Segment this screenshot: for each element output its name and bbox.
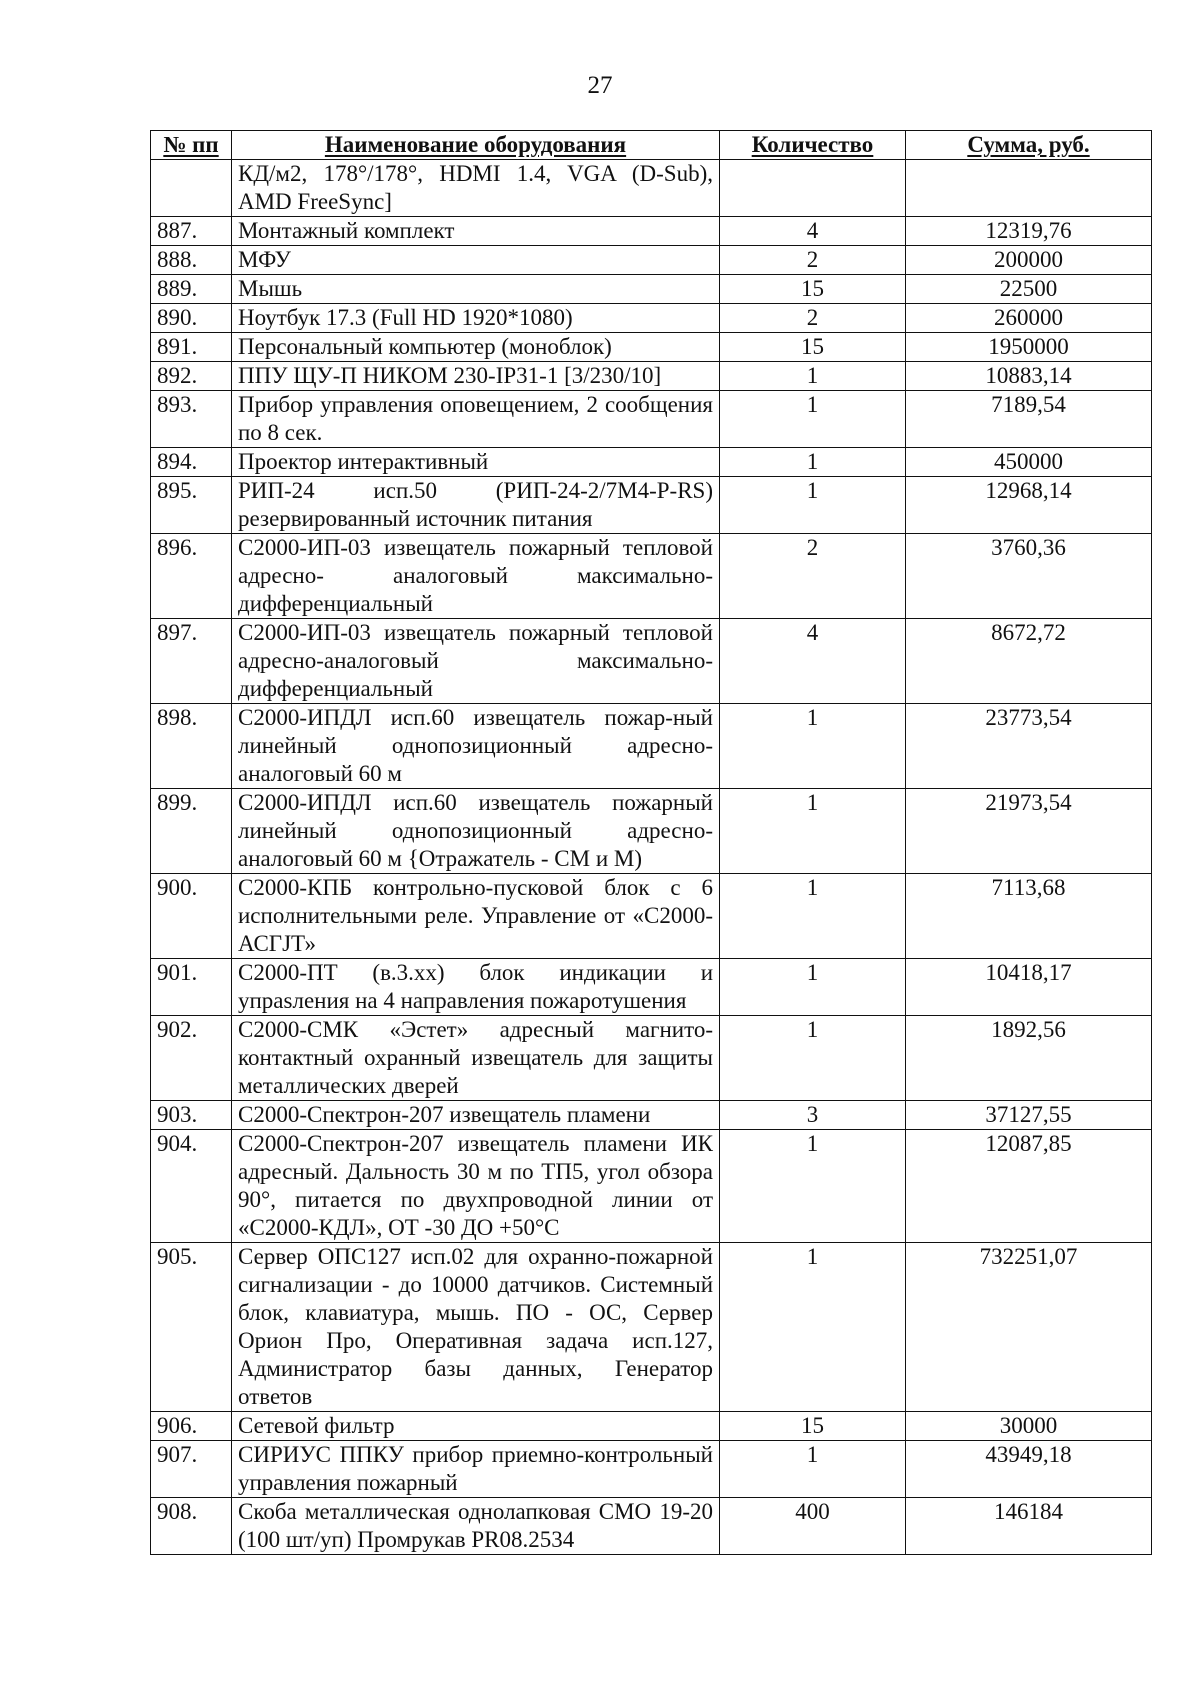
quantity-cell: 1	[720, 1016, 906, 1101]
sum-cell: 7113,68	[906, 874, 1152, 959]
quantity-cell: 1	[720, 789, 906, 874]
equipment-name-cell: С2000-КПБ контрольно-пусковой блок с 6 исполнительными реле. Управление от «С2000-АСГЈТ»	[232, 874, 720, 959]
quantity-cell: 4	[720, 217, 906, 246]
table-row	[151, 1412, 1152, 1441]
sum-cell: 10418,17	[906, 959, 1152, 1016]
equipment-name-cell: ППУ ЩУ-П НИКОМ 230-IP31-1 [3/230/10]	[232, 362, 720, 391]
table-row	[151, 477, 1152, 534]
header-name: Наименование оборудования	[232, 131, 720, 160]
row-number-cell: 896.	[151, 534, 232, 619]
quantity-cell: 1	[720, 874, 906, 959]
row-number-cell: 898.	[151, 704, 232, 789]
row-number-cell: 889.	[151, 275, 232, 304]
table-row	[151, 789, 1152, 874]
row-number-cell: 899.	[151, 789, 232, 874]
sum-cell: 7189,54	[906, 391, 1152, 448]
equipment-name-cell: С2000-СМК «Эстет» адресный магнито-контактный охранный извещатель для защиты металлических дверей	[232, 1016, 720, 1101]
table-row	[151, 391, 1152, 448]
table-row	[151, 1130, 1152, 1243]
equipment-name-cell: СИРИУС ППКУ прибор приемно-контрольный управления пожарный	[232, 1441, 720, 1498]
row-number-cell: 907.	[151, 1441, 232, 1498]
table-row	[151, 246, 1152, 275]
row-number-cell: 895.	[151, 477, 232, 534]
equipment-table	[150, 130, 1152, 1555]
table-row	[151, 333, 1152, 362]
quantity-cell: 3	[720, 1101, 906, 1130]
sum-cell: 21973,54	[906, 789, 1152, 874]
row-number-cell: 905.	[151, 1243, 232, 1412]
equipment-name-cell: Ноутбук 17.3 (Full HD 1920*1080)	[232, 304, 720, 333]
table-row	[151, 874, 1152, 959]
equipment-name-cell: С2000-ИП-03 извещатель пожарный тепловой адресно-аналоговый максимально-дифференциальный	[232, 619, 720, 704]
row-number-cell: 890.	[151, 304, 232, 333]
equipment-name-cell: Сетевой фильтр	[232, 1412, 720, 1441]
table-row	[151, 362, 1152, 391]
row-number-cell: 888.	[151, 246, 232, 275]
sum-cell: 732251,07	[906, 1243, 1152, 1412]
quantity-cell: 2	[720, 534, 906, 619]
header-num: № пп	[151, 131, 232, 160]
quantity-cell: 1	[720, 704, 906, 789]
row-number-cell: 900.	[151, 874, 232, 959]
quantity-cell	[720, 160, 906, 217]
sum-cell: 37127,55	[906, 1101, 1152, 1130]
table-row	[151, 1498, 1152, 1555]
sum-cell: 10883,14	[906, 362, 1152, 391]
sum-cell: 12968,14	[906, 477, 1152, 534]
sum-cell: 146184	[906, 1498, 1152, 1555]
quantity-cell: 1	[720, 1243, 906, 1412]
sum-cell: 23773,54	[906, 704, 1152, 789]
quantity-cell: 1	[720, 448, 906, 477]
row-number-cell: 902.	[151, 1016, 232, 1101]
sum-cell: 43949,18	[906, 1441, 1152, 1498]
equipment-name-cell: РИП-24 исп.50 (РИП-24-2/7М4-Р-RS) резервированный источник питания	[232, 477, 720, 534]
table-row	[151, 959, 1152, 1016]
sum-cell: 450000	[906, 448, 1152, 477]
equipment-name-cell: Персональный компьютер (моноблок)	[232, 333, 720, 362]
quantity-cell: 1	[720, 959, 906, 1016]
sum-cell: 3760,36	[906, 534, 1152, 619]
quantity-cell: 15	[720, 1412, 906, 1441]
row-number-cell: 903.	[151, 1101, 232, 1130]
quantity-cell: 400	[720, 1498, 906, 1555]
quantity-cell: 4	[720, 619, 906, 704]
row-number-cell: 887.	[151, 217, 232, 246]
equipment-name-cell: Прибор управления оповещением, 2 сообщения по 8 сек.	[232, 391, 720, 448]
equipment-name-cell: Скоба металлическая однолапковая СМО 19-20 (100 шт/уп) Промрукав PR08.2534	[232, 1498, 720, 1555]
sum-cell: 200000	[906, 246, 1152, 275]
quantity-cell: 1	[720, 1130, 906, 1243]
table-row	[151, 704, 1152, 789]
row-number-cell: 893.	[151, 391, 232, 448]
table-row	[151, 1101, 1152, 1130]
quantity-cell: 1	[720, 477, 906, 534]
header-sum: Сумма, руб.	[906, 131, 1152, 160]
row-number-cell: 894.	[151, 448, 232, 477]
row-number-cell: 904.	[151, 1130, 232, 1243]
equipment-name-cell: С2000-Спектрон-207 извещатель пламени ИК адресный. Дальность 30 м по ТП5, угол обзора 90°, питается по двухпроводной линии от «С2000-КДЛ», ОТ -30 ДО +50°С	[232, 1130, 720, 1243]
equipment-name-cell: С2000-ИПДЛ исп.60 извещатель пожар-ный линейный однопозиционный адресно-аналоговый 60 м	[232, 704, 720, 789]
table-row	[151, 217, 1152, 246]
equipment-name-cell: Сервер ОПС127 исп.02 для охранно-пожарной сигнализации - до 10000 датчиков. Системный блок, клавиатура, мышь. ПО - ОС, Сервер Орион Про, Оперативная задача исп.127, Администратор базы данных, Генератор ответов	[232, 1243, 720, 1412]
row-number-cell: 906.	[151, 1412, 232, 1441]
quantity-cell: 2	[720, 246, 906, 275]
table-row	[151, 304, 1152, 333]
header-row	[151, 131, 1152, 160]
sum-cell: 260000	[906, 304, 1152, 333]
table-header	[151, 131, 1152, 160]
equipment-name-cell: С2000-ИП-03 извещатель пожарный тепловой адресно- аналоговый максимально-дифференциальный	[232, 534, 720, 619]
sum-cell: 22500	[906, 275, 1152, 304]
equipment-name-cell: КД/м2, 178°/178°, HDMI 1.4, VGA (D-Sub), AMD FreeSync]	[232, 160, 720, 217]
header-qty: Количество	[720, 131, 906, 160]
sum-cell: 8672,72	[906, 619, 1152, 704]
quantity-cell: 1	[720, 362, 906, 391]
equipment-name-cell: Мышь	[232, 275, 720, 304]
quantity-cell: 2	[720, 304, 906, 333]
row-number-cell	[151, 160, 232, 217]
table-body	[151, 160, 1152, 1555]
quantity-cell: 1	[720, 391, 906, 448]
sum-cell: 30000	[906, 1412, 1152, 1441]
row-number-cell: 897.	[151, 619, 232, 704]
equipment-name-cell: Проектор интерактивный	[232, 448, 720, 477]
equipment-name-cell: Монтажный комплект	[232, 217, 720, 246]
quantity-cell: 15	[720, 275, 906, 304]
table-row	[151, 448, 1152, 477]
equipment-name-cell: С2000-ИПДЛ исп.60 извещатель пожарный линейный однопозиционный адресно-аналоговый 60 м {Отражатель - СМ и М)	[232, 789, 720, 874]
row-number-cell: 908.	[151, 1498, 232, 1555]
table-row	[151, 619, 1152, 704]
table-row	[151, 1243, 1152, 1412]
table-row	[151, 160, 1152, 217]
quantity-cell: 15	[720, 333, 906, 362]
sum-cell	[906, 160, 1152, 217]
quantity-cell: 1	[720, 1441, 906, 1498]
sum-cell: 1950000	[906, 333, 1152, 362]
table-row	[151, 275, 1152, 304]
row-number-cell: 891.	[151, 333, 232, 362]
table-row	[151, 1016, 1152, 1101]
table-row	[151, 534, 1152, 619]
sum-cell: 1892,56	[906, 1016, 1152, 1101]
sum-cell: 12319,76	[906, 217, 1152, 246]
equipment-name-cell: МФУ	[232, 246, 720, 275]
row-number-cell: 901.	[151, 959, 232, 1016]
table-row	[151, 1441, 1152, 1498]
page-number: 27	[587, 72, 613, 99]
equipment-name-cell: С2000-Спектрон-207 извещатель пламени	[232, 1101, 720, 1130]
equipment-name-cell: С2000-ПТ (в.3.хх) блок индикации и упрasления на 4 направления пожаротушения	[232, 959, 720, 1016]
sum-cell: 12087,85	[906, 1130, 1152, 1243]
row-number-cell: 892.	[151, 362, 232, 391]
